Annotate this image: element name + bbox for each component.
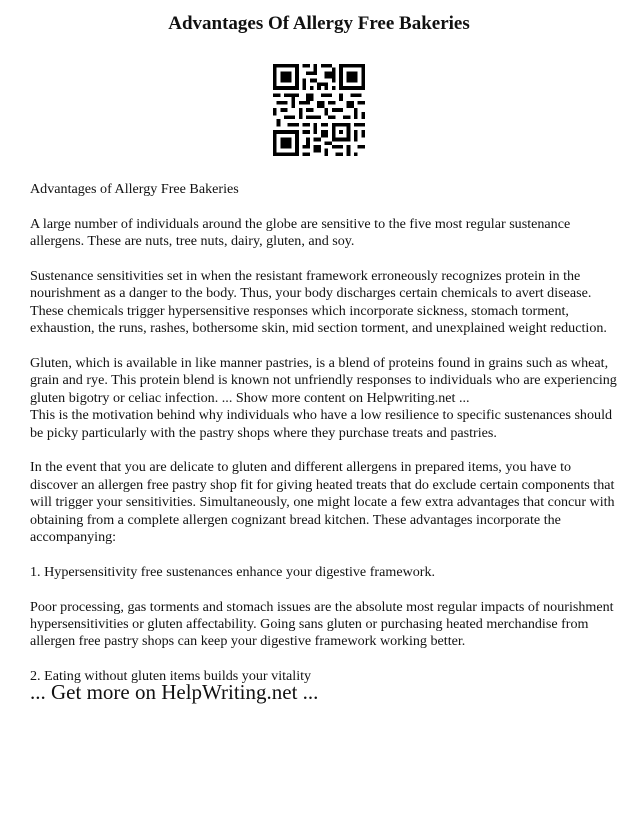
get-more-link[interactable]: ... Get more on HelpWriting.net ...	[30, 680, 319, 704]
body-paragraph: Poor processing, gas torments and stomach issues are the absolute most regular impacts of nourishment hypersensitivities or gluten affectability. Going sans gluten or purchasing heated merchandise from allergen free pastry shops can keep your digestive framework working better.	[30, 598, 614, 650]
body-paragraph: Sustenance sensitivities set in when the resistant framework erroneously recognizes protein in the nourishment as a danger to the body. Thus, your body discharges certain chemicals to avert disease. These chemicals trigger hypersensitive responses which incorporate sickness, stomach torment, exhaustion, the runs, rashes, bothersome skin, mid section torment, and unexplained weight reduction.	[30, 268, 607, 337]
qr-code-icon	[273, 64, 365, 156]
body-paragraph: Gluten, which is available in like manner pastries, is a blend of proteins found in grains such as wheat, grain and rye. This protein blend is known not unfriendly responses to individuals who are experiencing gluten bigotry or celiac infection. ... Show more content on Helpwriting.net ... This is the motivation behind why individuals who have a low resilience to specific sustenances should be picky particularly with the pastry shops where they purchase treats and pastries.	[30, 355, 617, 441]
body-paragraph: In the event that you are delicate to gluten and different allergens in prepared items, you have to discover an allergen free pastry shop fit for giving heated treats that do exclude certain components that will trigger your sensitivities. Simultaneously, one might locate a few extra advantages that concur with obtaining from a complete allergen cognizant bread kitchen. These advantages incorporate the accompanying:	[30, 459, 615, 546]
body-paragraph: 2. Eating without gluten items builds your vitality	[30, 668, 312, 685]
body-paragraph: 1. Hypersensitivity free sustenances enhance your digestive framework.	[30, 563, 436, 580]
document-title: Advantages Of Allergy Free Bakeries	[168, 13, 470, 34]
document-body	[30, 181, 620, 703]
body-paragraph: Advantages of Allergy Free Bakeries	[30, 181, 239, 197]
body-paragraph: A large number of individuals around the globe are sensitive to the five most regular sustenance allergens. These are nuts, tree nuts, dairy, gluten, and soy.	[30, 215, 571, 250]
